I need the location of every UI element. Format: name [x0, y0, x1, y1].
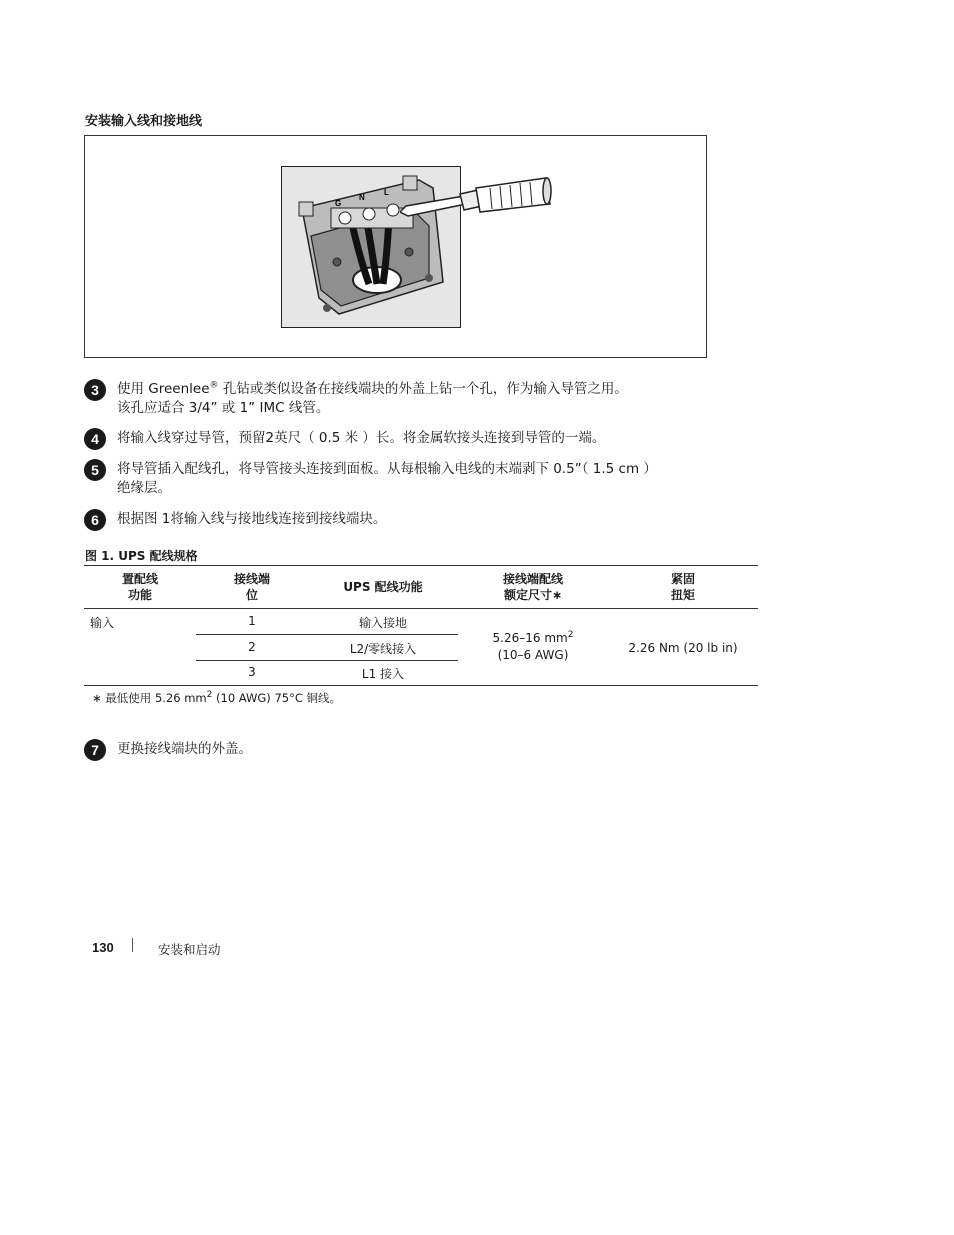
header-torque: 紧固 扭矩	[670, 572, 695, 602]
step-text: 根据图 1将输入线与接地线连接到接线端块。	[117, 511, 387, 527]
cell-position: 3	[248, 665, 256, 679]
screwdriver-icon	[400, 176, 560, 228]
cell-position: 1	[248, 614, 256, 628]
table-caption: 图 1. UPS 配线规格	[85, 549, 198, 563]
cell-wire-function: L1 接入	[361, 667, 405, 681]
page-number: 130	[92, 940, 114, 955]
header-wire-function: UPS 配线功能	[343, 580, 423, 594]
label-g: G	[335, 199, 342, 208]
cell-function: 输入	[90, 616, 115, 630]
step-text: 将输入线穿过导管，预留2英尺（ 0.5 米 ）长。将金属软接头连接到导管的一端。	[117, 430, 606, 446]
step-text: 更换接线端块的外盖。	[117, 741, 252, 757]
cell-wire-size: 5.26–16 $mm^2$ (10–6 AWG)	[492, 630, 574, 662]
step-number: 7	[84, 739, 106, 761]
step-text	[117, 460, 757, 498]
step-text	[117, 380, 757, 418]
table-footnote: ∗ 最低使用 5.26 $mm^2$ (10 AWG) 75°C 铜线。	[92, 690, 342, 705]
step-text-part: 孔钻或类似设备在接线端块的外盖上钻一个孔，作为输入导管之用。	[218, 381, 628, 397]
step-text-part: 使用 Greenlee	[117, 381, 210, 397]
step-number: 4	[84, 428, 106, 450]
cell-wire-function: 输入接地	[358, 616, 407, 630]
cell-position: 2	[248, 640, 256, 654]
label-l: L	[384, 188, 389, 197]
header-position: 接线端 位	[233, 572, 270, 602]
header-function: 置配线 功能	[121, 572, 158, 602]
step-number: 3	[84, 379, 106, 401]
step-text-line2: 该孔应适合 3/4” 或 1” IMC 线管。	[117, 400, 330, 416]
header-wire-size: 接线端配线 额定尺寸∗	[502, 572, 563, 602]
step-text-line1: 将导管插入配线孔，将导管接头连接到面板。从每根输入电线的末端剥下 0.5”（ 1.5 cm ）	[117, 461, 657, 477]
cell-torque: 2.26 Nm (20 lb in)	[628, 641, 738, 655]
cell-wire-function: L2/零线接入	[349, 642, 417, 656]
label-n: N	[359, 193, 365, 202]
registered-mark: ®	[209, 380, 219, 391]
step-text-line2: 绝缘层。	[117, 480, 171, 496]
section-title: 安装输入线和接地线	[85, 114, 203, 129]
step-number: 6	[84, 509, 106, 531]
footer-separator	[132, 938, 133, 952]
footer-section-title: 安装和启动	[158, 942, 221, 957]
step-number: 5	[84, 459, 106, 481]
